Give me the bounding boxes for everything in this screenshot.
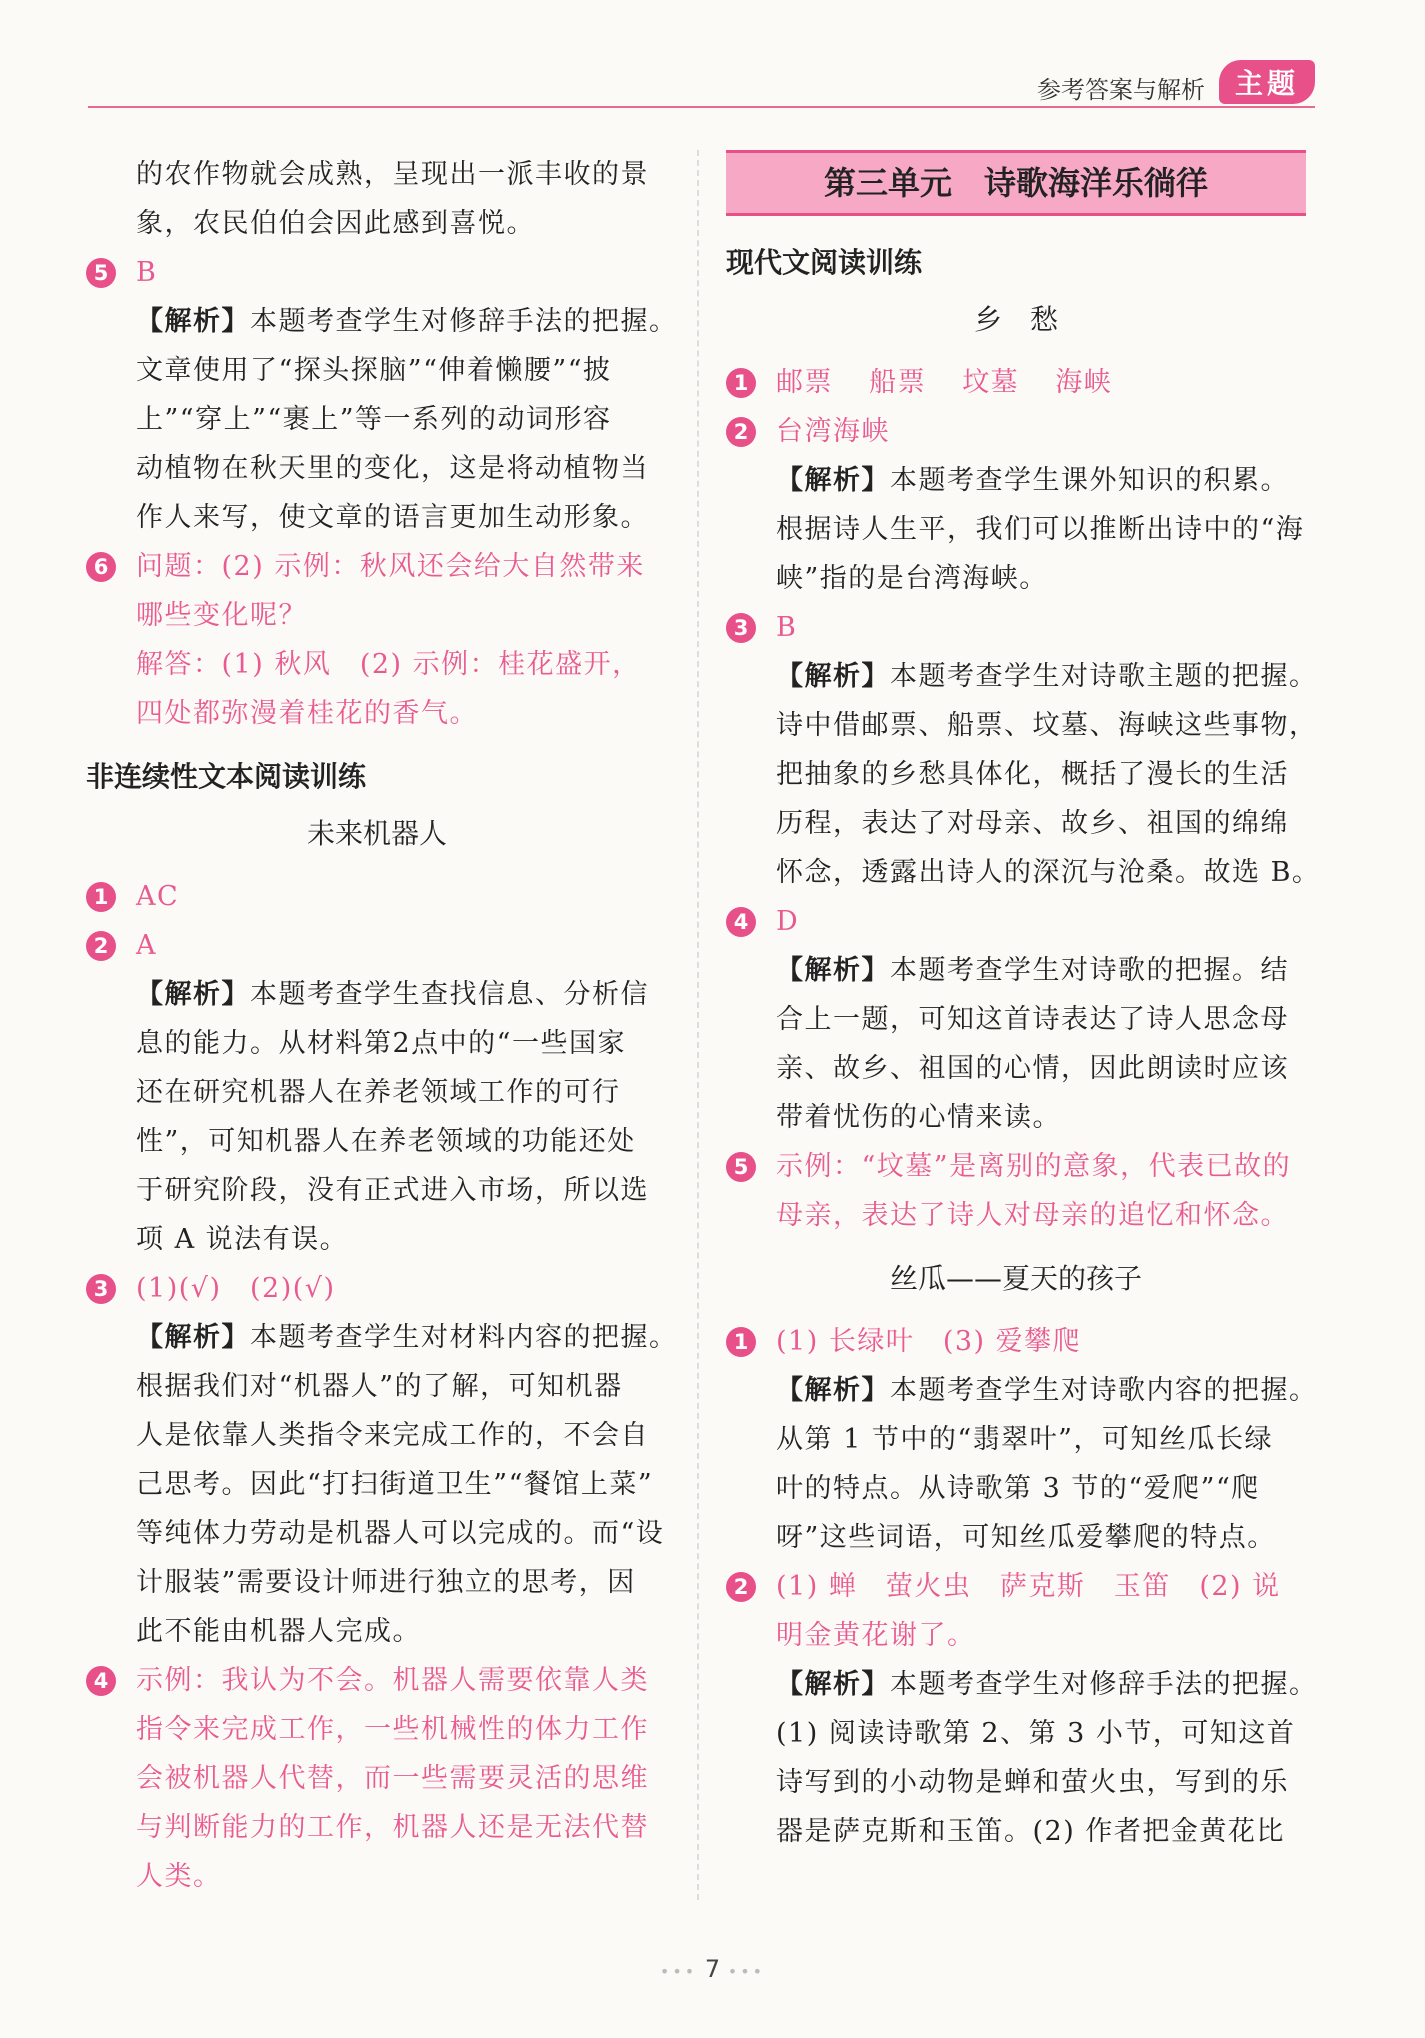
- analysis-text: 等纯体力劳动是机器人可以完成的。而“设: [136, 1518, 665, 1549]
- analysis-text: 项 A 说法有误。: [136, 1224, 349, 1255]
- analysis-label: 【解析】: [776, 1375, 890, 1406]
- analysis-text: 本题考查学生对材料内容的把握。: [250, 1322, 678, 1353]
- analysis-text: 器是萨克斯和玉笛。(2) 作者把金黄花比: [776, 1816, 1285, 1847]
- analysis-label: 【解析】: [136, 979, 250, 1010]
- question-number: 3: [86, 1274, 116, 1304]
- question-number: 6: [86, 552, 116, 582]
- analysis-text: 怀念，透露出诗人的深沉与沧桑。故选 B。: [776, 857, 1321, 888]
- question-6: [86, 542, 668, 738]
- analysis-text: 人是依靠人类指令来完成工作的，不会自: [136, 1420, 649, 1451]
- analysis-label: 【解析】: [136, 1322, 250, 1353]
- analysis-text: 本题考查学生查找信息、分析信: [250, 979, 649, 1010]
- answer-text: B: [776, 612, 798, 643]
- analysis-text: 呀”这些词语，可知丝瓜爱攀爬的特点。: [776, 1522, 1276, 1553]
- analysis-text: 合上一题，可知这首诗表达了诗人思念母: [776, 1004, 1289, 1035]
- answer-text: 四处都弥漫着桂花的香气。: [136, 698, 478, 729]
- analysis-label: 【解析】: [776, 1669, 890, 1700]
- text-line: 的农作物就会成熟，呈现出一派丰收的景: [136, 159, 649, 190]
- column-divider: [697, 150, 699, 1900]
- question-2: [726, 407, 1306, 603]
- answer-text: 台湾海峡: [776, 416, 890, 447]
- question-5: [86, 248, 678, 542]
- question-4: [726, 897, 1306, 1142]
- question-number: 1: [726, 368, 756, 398]
- right-column: [726, 150, 1321, 1856]
- analysis-label: 【解析】: [776, 465, 890, 496]
- answer-text: AC: [136, 881, 180, 912]
- header-title: 参考答案与解析: [1037, 76, 1205, 104]
- left-column: [86, 150, 678, 1901]
- answer-text: (1) 长绿叶 (3) 爱攀爬: [776, 1326, 1082, 1357]
- analysis-text: 本题考查学生对诗歌主题的把握。: [890, 661, 1318, 692]
- article-title: 未来机器人: [306, 817, 447, 850]
- analysis-label: 【解析】: [136, 306, 250, 337]
- analysis-text: 从第 1 节中的“翡翠叶”，可知丝瓜长绿: [776, 1424, 1273, 1455]
- article-title: 乡 愁: [973, 303, 1058, 336]
- question-4: [86, 1656, 668, 1901]
- question-2: [86, 921, 668, 1264]
- analysis-text: 本题考查学生对修辞手法的把握。: [250, 306, 678, 337]
- answer-text: 哪些变化呢？: [136, 600, 307, 631]
- analysis-text: 息的能力。从材料第2点中的“一些国家: [136, 1028, 626, 1059]
- question-number: 2: [86, 931, 116, 961]
- analysis-label: 【解析】: [776, 955, 890, 986]
- question-number: 5: [86, 258, 116, 288]
- analysis-text: 动植物在秋天里的变化，这是将动植物当: [136, 453, 649, 484]
- question-3: [86, 1264, 678, 1656]
- analysis-label: 【解析】: [776, 661, 890, 692]
- question-number: 5: [726, 1152, 756, 1182]
- analysis-text: 文章使用了“探头探脑”“伸着懒腰”“披: [136, 355, 612, 386]
- analysis-text: 本题考查学生对修辞手法的把握。: [890, 1669, 1318, 1700]
- answer-text: B: [136, 257, 158, 288]
- answer-text: 指令来完成工作，一些机械性的体力工作: [136, 1714, 649, 1745]
- question-2b: [726, 1562, 1318, 1856]
- analysis-text: 叶的特点。从诗歌第 3 节的“爱爬”“爬: [776, 1473, 1260, 1504]
- question-number: 2: [726, 417, 756, 447]
- section-title: 非连续性文本阅读训练: [86, 760, 367, 793]
- analysis-text: 亲、故乡、祖国的心情，因此朗读时应该: [776, 1053, 1289, 1084]
- answer-item: 邮票: [776, 367, 833, 398]
- page-number-value: 7: [704, 1955, 721, 1983]
- analysis-text: 本题考查学生对诗歌内容的把握。: [890, 1375, 1318, 1406]
- answer-text: (1) 蝉 萤火虫 萨克斯 玉笛 (2) 说: [776, 1571, 1281, 1602]
- answer-text: 人类。: [136, 1861, 222, 1892]
- answer-text: 解答：(1) 秋风 (2) 示例：桂花盛开，: [136, 649, 641, 680]
- page-number: ••• 7 •••: [659, 1955, 766, 1983]
- analysis-text: 此不能由机器人完成。: [136, 1616, 421, 1647]
- analysis-text: 诗写到的小动物是蝉和萤火虫，写到的乐: [776, 1767, 1289, 1798]
- unit-banner: 第三单元 诗歌海洋乐徜徉: [726, 150, 1306, 216]
- analysis-text: 根据我们对“机器人”的了解，可知机器: [136, 1371, 623, 1402]
- analysis-text: 本题考查学生对诗歌的把握。结: [890, 955, 1289, 986]
- answer-text: 问题：(2) 示例：秋风还会给大自然带来: [136, 551, 645, 582]
- analysis-text: 作人来写，使文章的语言更加生动形象。: [136, 502, 649, 533]
- question-number: 2: [726, 1572, 756, 1602]
- question-1: [86, 872, 668, 921]
- analysis-text: 带着忧伤的心情来读。: [776, 1102, 1061, 1133]
- question-number: 1: [726, 1327, 756, 1357]
- analysis-text: 诗中借邮票、船票、坟墓、海峡这些事物，: [776, 710, 1318, 741]
- analysis-text: 上”“穿上”“裹上”等一系列的动词形容: [136, 404, 612, 435]
- answer-text: 明金黄花谢了。: [776, 1620, 976, 1651]
- analysis-text: 峡”指的是台湾海峡。: [776, 563, 1048, 594]
- section-title: 现代文阅读训练: [726, 246, 923, 279]
- question-1: [726, 358, 1306, 407]
- answer-item: 船票: [869, 367, 927, 398]
- question-5: [726, 1142, 1306, 1240]
- page-header: [88, 60, 1315, 108]
- answer-text: 示例：“坟墓”是离别的意象，代表已故的: [776, 1151, 1292, 1182]
- analysis-text: 己思考。因此“打扫街道卫生”“餐馆上菜”: [136, 1469, 654, 1500]
- question-3: [726, 603, 1321, 897]
- analysis-text: 根据诗人生平，我们可以推断出诗中的“海: [776, 514, 1305, 545]
- analysis-text: 把抽象的乡愁具体化，概括了漫长的生活: [776, 759, 1289, 790]
- analysis-text: (1) 阅读诗歌第 2、第 3 小节，可知这首: [776, 1718, 1296, 1749]
- header-badge: 主题: [1219, 60, 1315, 104]
- analysis-text: 性”，可知机器人在养老领域的功能还处: [136, 1126, 636, 1157]
- answer-text: 示例：我认为不会。机器人需要依靠人类: [136, 1665, 649, 1696]
- analysis-text: 历程，表达了对母亲、故乡、祖国的绵绵: [776, 808, 1289, 839]
- answer-text: D: [776, 906, 800, 937]
- answer-item: 坟墓: [962, 367, 1020, 398]
- text-line: 象，农民伯伯会因此感到喜悦。: [136, 208, 535, 239]
- analysis-text: 计服装”需要设计师进行独立的思考，因: [136, 1567, 636, 1598]
- question-1b: [726, 1317, 1318, 1562]
- question-number: 1: [86, 882, 116, 912]
- analysis-text: 还在研究机器人在养老领域工作的可行: [136, 1077, 621, 1108]
- question-number: 3: [726, 613, 756, 643]
- answer-text: 会被机器人代替，而一些需要灵活的思维: [136, 1763, 649, 1794]
- question-number: 4: [726, 907, 756, 937]
- answer-text: 母亲，表达了诗人对母亲的追忆和怀念。: [776, 1200, 1289, 1231]
- answer-text: 与判断能力的工作，机器人还是无法代替: [136, 1812, 649, 1843]
- answer-text: A: [136, 930, 157, 961]
- answer-text: (1)(√) (2)(√): [136, 1273, 336, 1304]
- analysis-text: 于研究阶段，没有正式进入市场，所以选: [136, 1175, 649, 1206]
- analysis-text: 本题考查学生课外知识的积累。: [890, 465, 1289, 496]
- question-number: 4: [86, 1666, 116, 1696]
- answer-item: 海峡: [1055, 367, 1113, 398]
- article-title: 丝瓜——夏天的孩子: [889, 1262, 1142, 1295]
